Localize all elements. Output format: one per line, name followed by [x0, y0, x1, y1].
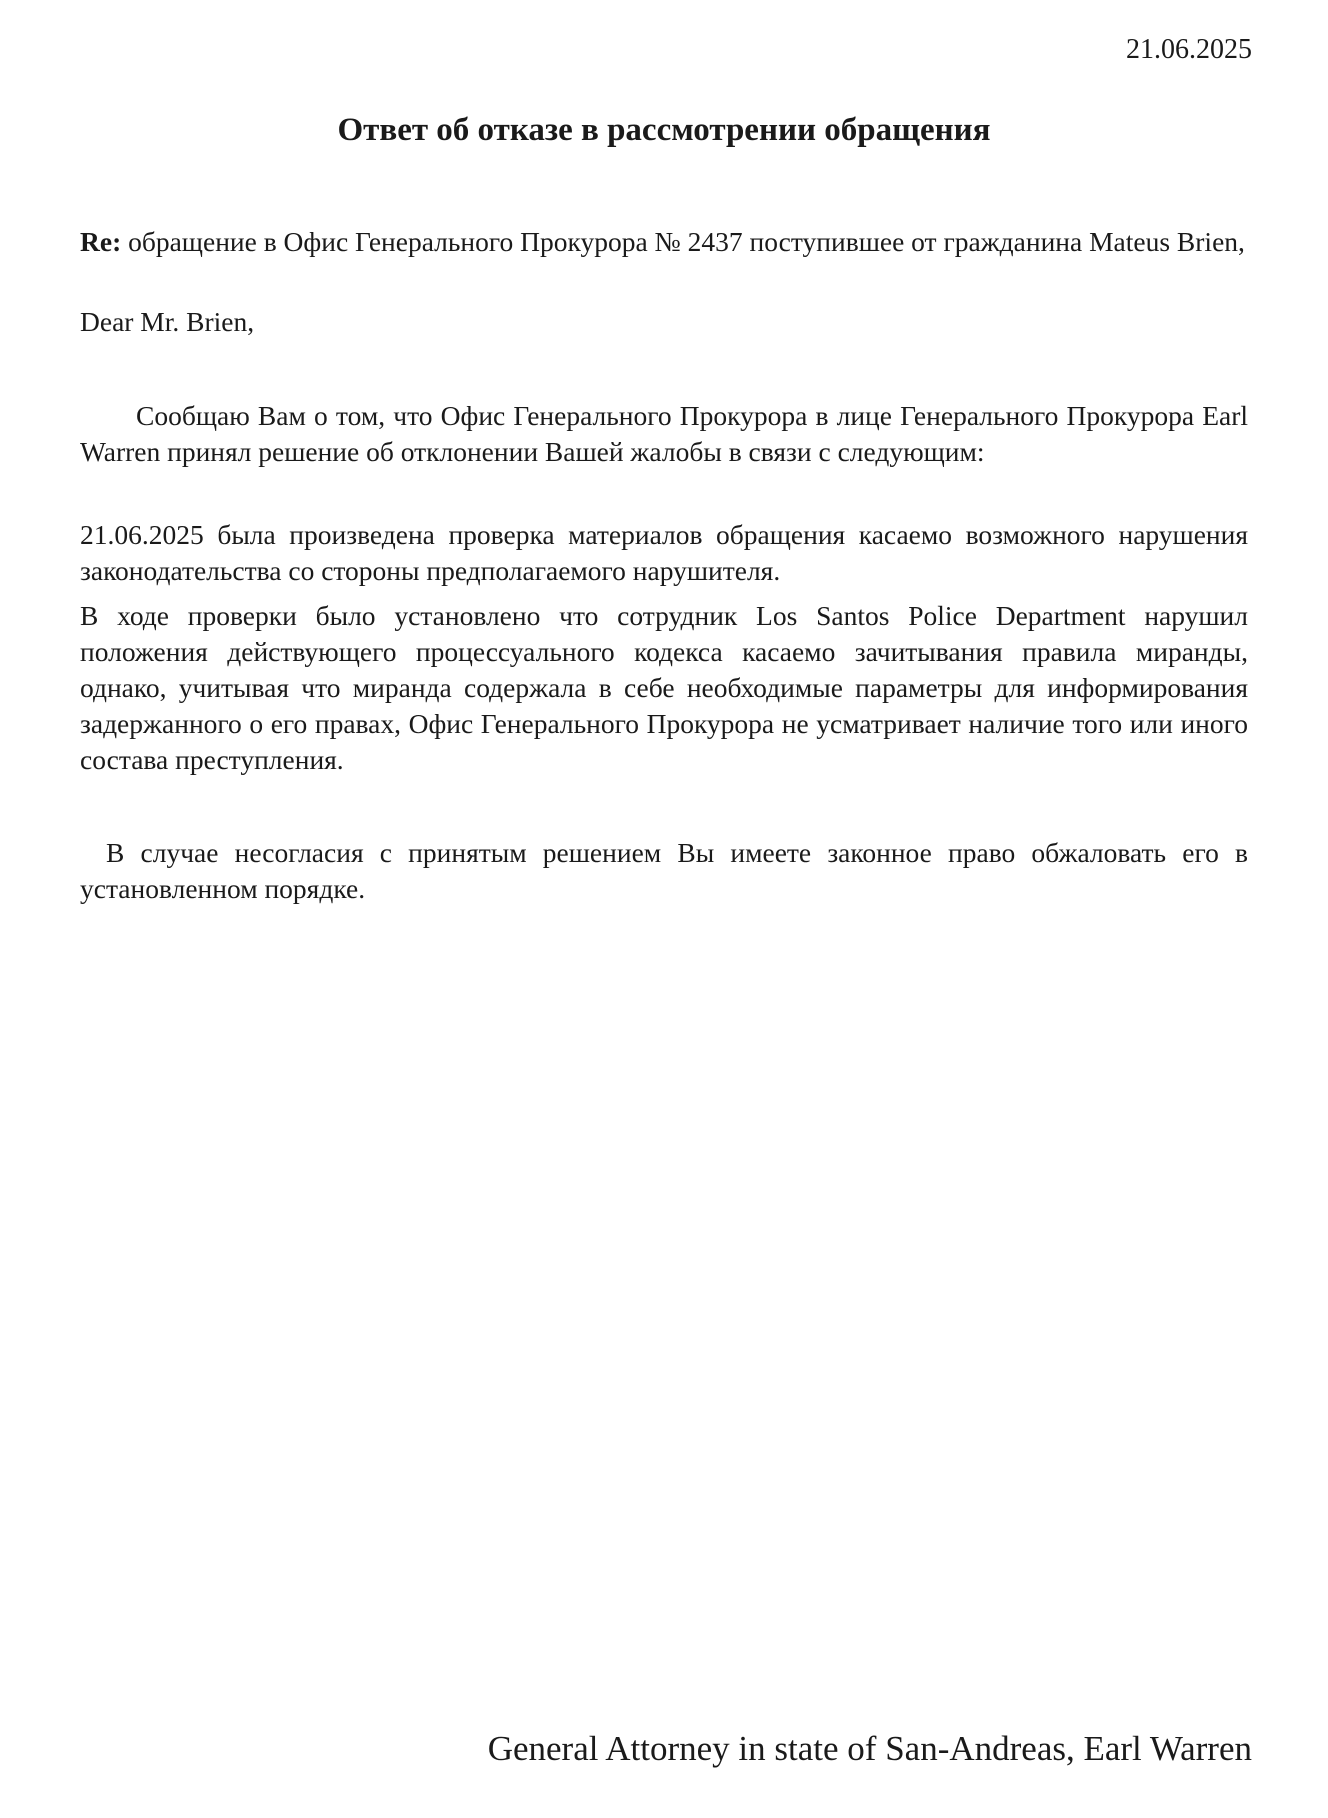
greeting: Dear Mr. Brien,: [80, 306, 255, 337]
paragraph-decision: Сообщаю Вам о том, что Офис Генерального Прокурора в лице Генерального Прокурора Earl Warren принял решение об отклонении Вашей жалобы в связи с следующим:: [80, 400, 1248, 467]
document-date: 21.06.2025: [1126, 34, 1252, 65]
signature: General Attorney in state of San-Andreas, Earl Warren: [487, 1729, 1252, 1768]
paragraph-appeal: В случае несогласия с принятым решением Вы имеете законное право обжаловать его в установленном порядке.: [80, 837, 1248, 904]
document-title: Ответ об отказе в рассмотрении обращения: [337, 112, 991, 148]
paragraph-findings: В ходе проверки было установлено что сотрудник Los Santos Police Department нарушил положения действующего процессуального кодекса касаемо зачитывания правила миранды, однако, учитывая что миранда содержала в себе необходимые параметры для информирования задержанного о его правах, Офис Генерального Прокурора не усматривает наличие того или иного состава преступления.: [80, 600, 1248, 775]
re-text: обращение в Офис Генерального Прокурора № 2437 поступившее от гражданина Mateus Brien,: [128, 226, 1245, 257]
re-line: [80, 224, 1248, 260]
paragraph-review: 21.06.2025 была произведена проверка материалов обращения касаемо возможного нарушения законодательства со стороны предполагаемого нарушителя.: [80, 519, 1248, 586]
re-label: Re:: [80, 226, 122, 257]
